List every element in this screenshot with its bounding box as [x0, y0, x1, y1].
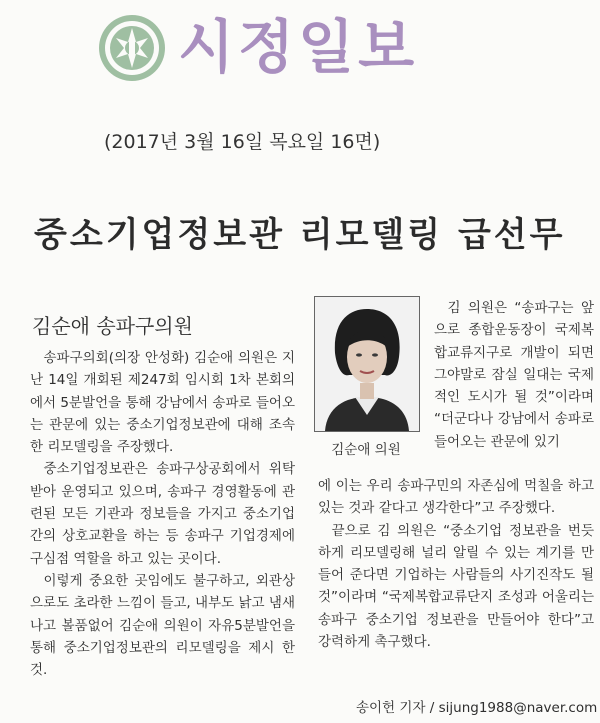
reporter-byline: 송이헌 기자 / sijung1988@naver.com	[356, 700, 598, 716]
issue-date: (2017년 3월 16일 목요일 16면)	[104, 131, 381, 153]
seoul-emblem-icon	[96, 12, 168, 84]
paragraph: 송파구의회(의장 안성화) 김순애 의원은 지난 14일 개회된 제247회 임시회 1차 본회의에서 5분발언을 통해 강남에서 송파로 들어오는 관문에 있는 중소기업정보관에 대해 조속한 리모델링을 주장했다.	[30, 350, 295, 456]
article-right-column-top	[434, 297, 594, 453]
article-subhead: 김순애 송파구의원	[32, 314, 193, 338]
paragraph: 김 의원은 “송파구는 앞으로 종합운동장이 국제복합교류지구로 개발이 되면 그야말로 잠실 일대는 국제적인 도시가 될 것”이라며 “더군다나 강남에서 송파로 들어오는 관문에 있기	[434, 300, 594, 450]
article-left-column	[30, 347, 295, 681]
photo-caption: 김순애 의원	[331, 442, 401, 458]
article-right-column	[318, 475, 594, 653]
paragraph: 이렇게 중요한 곳임에도 불구하고, 외관상으로도 초라한 느낌이 들고, 내부도 낡고 냄새나고 볼품없어 김순애 의원이 자유5분발언을 통해 중소기업정보관의 리모델링을 제시 한 것.	[30, 572, 295, 679]
paragraph: 에 이는 우리 송파구민의 자존심에 먹칠을 하고 있는 것과 같다고 생각한다”고 주장했다.	[318, 478, 594, 517]
newspaper-title: 시정일보	[178, 13, 419, 81]
article-headline: 중소기업정보관 리모델링 급선무	[34, 215, 566, 255]
paragraph: 중소기업정보관은 송파구상공회에서 위탁받아 운영되고 있으며, 송파구 경영활동에 관련된 모든 기관과 정보들을 가지고 중소기업간의 상호교환을 하는 등 송파구 기업경제에 구심점 역할을 하고 있는 곳이다.	[30, 461, 295, 567]
paragraph: 끝으로 김 의원은 “중소기업 정보관을 번듯하게 리모델링해 널리 알릴 수 있는 계기를 만들어 준다면 기업하는 사람들의 사기진작도 될 것”이라며 “국제복합교류단지 조성과 어울리는 송파구 중소기업 정보관을 만들어야 한다”고 강력하게 촉구했다.	[318, 522, 594, 651]
councilor-photo	[314, 296, 420, 432]
